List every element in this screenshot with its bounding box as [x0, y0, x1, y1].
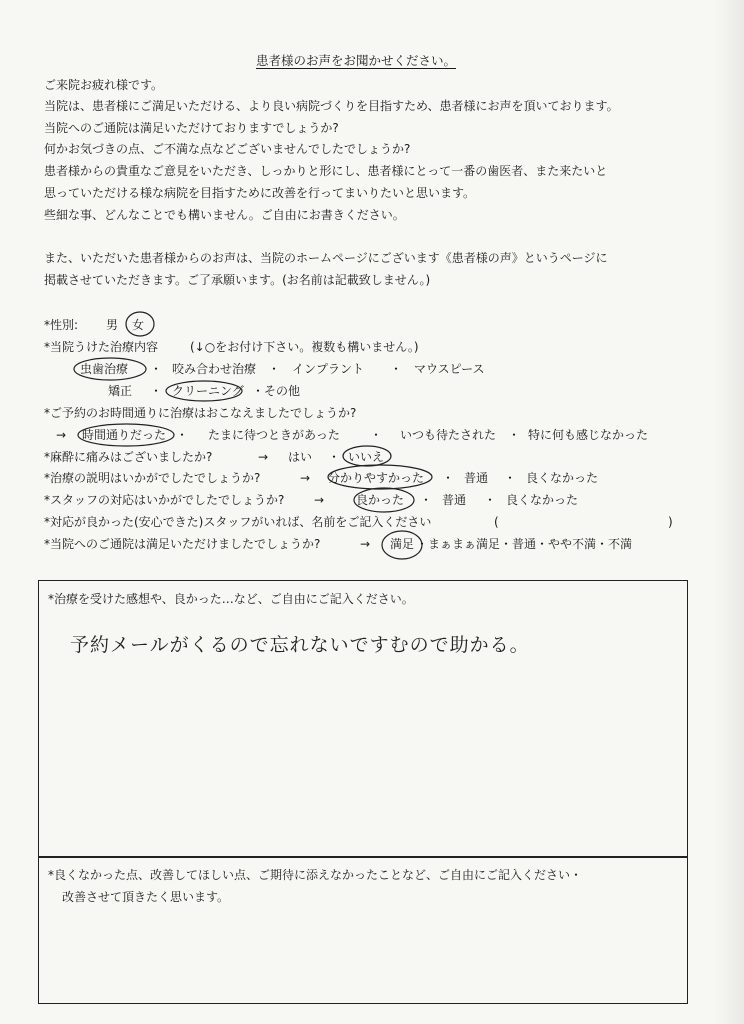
- intro-line: 患者様からの貴重なご意見をいただき、しっかりと形にし、患者様にとって一番の歯医者、また来たいと: [44, 164, 608, 178]
- comment-box-impressions[interactable]: [38, 580, 688, 858]
- option-bad[interactable]: 良くなかった: [506, 493, 579, 507]
- arrow: →: [300, 471, 311, 485]
- option-ortho[interactable]: 矯正: [108, 384, 133, 398]
- handwritten-answer: 予約メールがくるので忘れないですむので助かる。: [70, 634, 530, 656]
- separator: ・: [268, 362, 281, 376]
- notice-line: 掲載させていただきます。ご了承願います。(お名前は記載致しません。): [44, 273, 431, 287]
- option-sometimes-wait[interactable]: たまに待つときがあった: [208, 428, 340, 442]
- option-female[interactable]: 女: [132, 318, 145, 332]
- question-time: *ご予約のお時間通りに治療はおこなえましたでしょうか?: [44, 406, 357, 420]
- option-yes[interactable]: はい: [288, 450, 313, 464]
- separator: ・: [442, 471, 455, 485]
- option-satisfied[interactable]: 満足: [390, 537, 415, 551]
- option-no-opinion[interactable]: 特に何も感じなかった: [528, 428, 649, 442]
- arrow: →: [56, 428, 67, 442]
- question-pain: *麻酔に痛みはございましたか?: [44, 450, 213, 464]
- option-others[interactable]: ・まぁまぁ満足・普通・やや不満・不満: [416, 537, 633, 551]
- box1-label: *治療を受けた感想や、良かった…など、ご自由にご記入ください。: [48, 592, 414, 606]
- option-normal[interactable]: 普通: [442, 493, 467, 507]
- intro-line: 思っていただける様な病院を目指すために改善を行ってまいりたいと思います。: [44, 186, 476, 200]
- separator: ・: [328, 450, 341, 464]
- option-male[interactable]: 男: [106, 318, 119, 332]
- box2-label: 改善させて頂きたく思います。: [62, 890, 230, 904]
- option-cavity[interactable]: 虫歯治療: [80, 362, 129, 376]
- question-explanation: *治療の説明はいかがでしたでしょうか?: [44, 471, 261, 485]
- box2-label: *良くなかった点、改善してほしい点、ご期待に添えなかったことなど、ご自由にご記入ください・: [48, 868, 583, 882]
- question-treatment: *当院うけた治療内容: [44, 340, 159, 354]
- separator: ・: [150, 384, 163, 398]
- intro-line: 当院は、患者様にご満足いただける、より良い病院づくりを目指すため、患者様にお声を頂いております。: [44, 99, 619, 113]
- name-open-paren: (: [494, 515, 499, 529]
- page-title: 患者様のお声をお聞かせください。: [256, 53, 457, 68]
- option-implant[interactable]: インプラント: [292, 362, 365, 376]
- question-gender: *性別:: [44, 318, 79, 332]
- option-clear[interactable]: 分かりやすかった: [328, 471, 425, 485]
- paper-edge-shadow: [714, 0, 744, 1024]
- intro-line: ご来院お疲れ様です。: [44, 78, 164, 92]
- option-always-wait[interactable]: いつも待たされた: [400, 428, 497, 442]
- option-cleaning[interactable]: クリーニング: [172, 384, 244, 398]
- separator: ・: [176, 428, 189, 442]
- intro-line: 何かお気づきの点、ご不満な点などございませんでしたでしょうか?: [44, 142, 411, 156]
- option-mouthpiece[interactable]: マウスピース: [414, 362, 485, 376]
- separator: ・: [420, 493, 433, 507]
- intro-line: 些細な事、どんなことでも構いません。ご自由にお書きください。: [44, 208, 405, 222]
- option-on-time[interactable]: 時間通りだった: [82, 428, 167, 442]
- intro-line: 当院へのご通院は満足いただけておりますでしょうか?: [44, 121, 339, 135]
- separator: ・: [484, 493, 497, 507]
- treatment-note: (↓○をお付け下さい。複数も構いません。): [190, 340, 419, 354]
- separator: ・: [150, 362, 163, 376]
- question-staff-name: *対応が良かった(安心できた)スタッフがいれば、名前をご記入ください: [44, 515, 432, 529]
- question-staff: *スタッフの対応はいかがでしたでしょうか?: [44, 493, 285, 507]
- option-good[interactable]: 良かった: [356, 493, 405, 507]
- separator: ・: [508, 428, 521, 442]
- separator: ・: [504, 471, 517, 485]
- notice-line: また、いただいた患者様からのお声は、当院のホームページにございます《患者様の声》というページに: [44, 251, 608, 265]
- option-no[interactable]: いいえ: [348, 450, 385, 464]
- separator: ・: [370, 428, 383, 442]
- option-normal[interactable]: 普通: [464, 471, 489, 485]
- option-occlusion[interactable]: 咬み合わせ治療: [172, 362, 257, 376]
- separator: ・: [390, 362, 403, 376]
- option-bad[interactable]: 良くなかった: [526, 471, 599, 485]
- name-close-paren: ): [668, 515, 673, 529]
- arrow: →: [314, 493, 325, 507]
- question-satisfaction: *当院へのご通院は満足いただけましたでしょうか?: [44, 537, 321, 551]
- arrow: →: [360, 537, 371, 551]
- arrow: →: [258, 450, 269, 464]
- separator: ・その他: [252, 384, 301, 398]
